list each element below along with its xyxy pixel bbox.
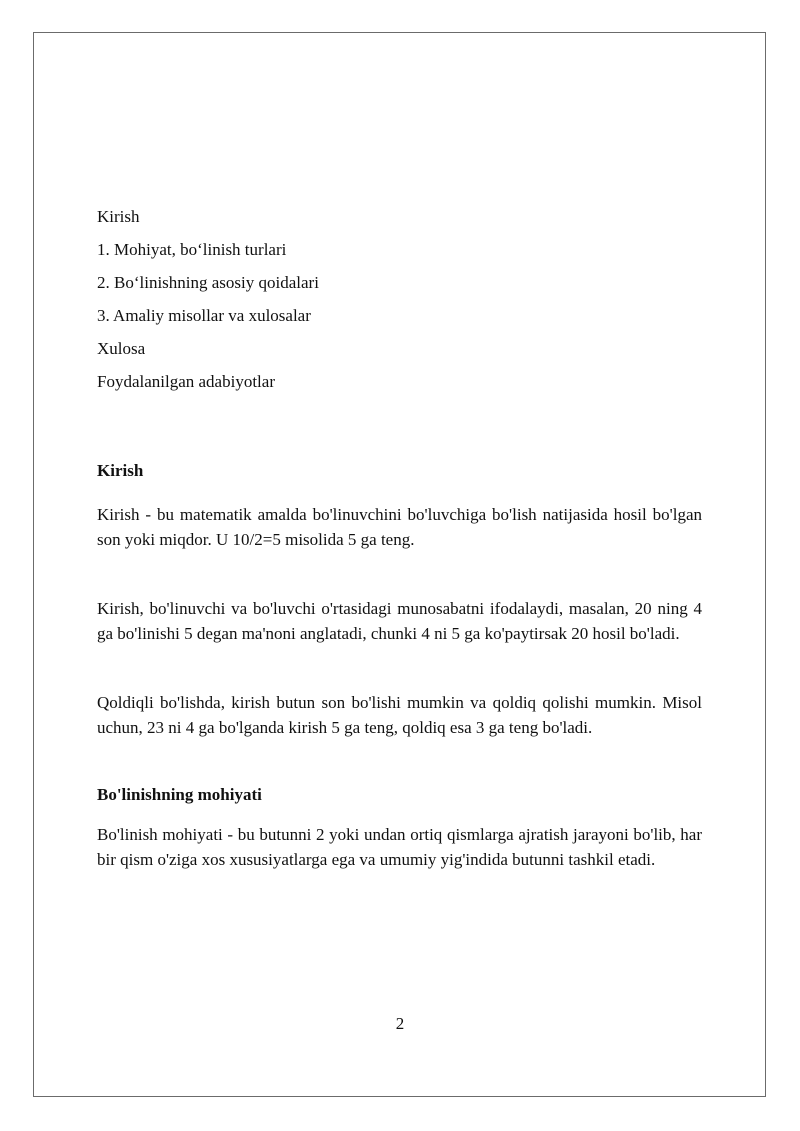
page-number: 2	[395, 1014, 405, 1033]
toc-item-introduction: Kirish	[97, 207, 140, 226]
section-heading-introduction: Kirish	[97, 461, 144, 480]
toc-item-chapter-3: 3. Amaliy misollar va xulosalar	[97, 306, 311, 325]
paragraph: Bo'linish mohiyati - bu butunni 2 yoki undan ortiq qismlarga ajratish jarayoni bo'lib, har bir qism o'ziga xos xususiyatlarga ega va umumiy yig'indida butunni tashkil etadi.	[97, 825, 702, 869]
document-body	[97, 458, 702, 872]
paragraph: Kirish - bu matematik amalda bo'linuvchini bo'luvchiga bo'lish natijasida hosil bo'lgan son yoki miqdor. U 10/2=5 misolida 5 ga teng.	[97, 505, 702, 549]
table-of-contents	[97, 200, 697, 398]
toc-item-references: Foydalanilgan adabiyotlar	[97, 372, 275, 391]
paragraph: Qoldiqli bo'lishda, kirish butun son bo'lishi mumkin va qoldiq qolishi mumkin. Misol uchun, 23 ni 4 ga bo'lganda kirish 5 ga teng, qoldiq esa 3 ga teng bo'ladi.	[97, 693, 702, 737]
toc-item-conclusion: Xulosa	[97, 339, 146, 358]
section-heading-essence: Bo'linishning mohiyati	[97, 785, 262, 804]
paragraph: Kirish, bo'linuvchi va bo'luvchi o'rtasidagi munosabatni ifodalaydi, masalan, 20 ning 4 ga bo'linishi 5 degan ma'noni anglatadi, chunki 4 ni 5 ga ko'paytirsak 20 hosil bo'ladi.	[97, 599, 702, 643]
toc-item-chapter-1: 1. Mohiyat, bo‘linish turlari	[97, 240, 287, 259]
toc-item-chapter-2: 2. Bo‘linishning asosiy qoidalari	[97, 273, 319, 292]
